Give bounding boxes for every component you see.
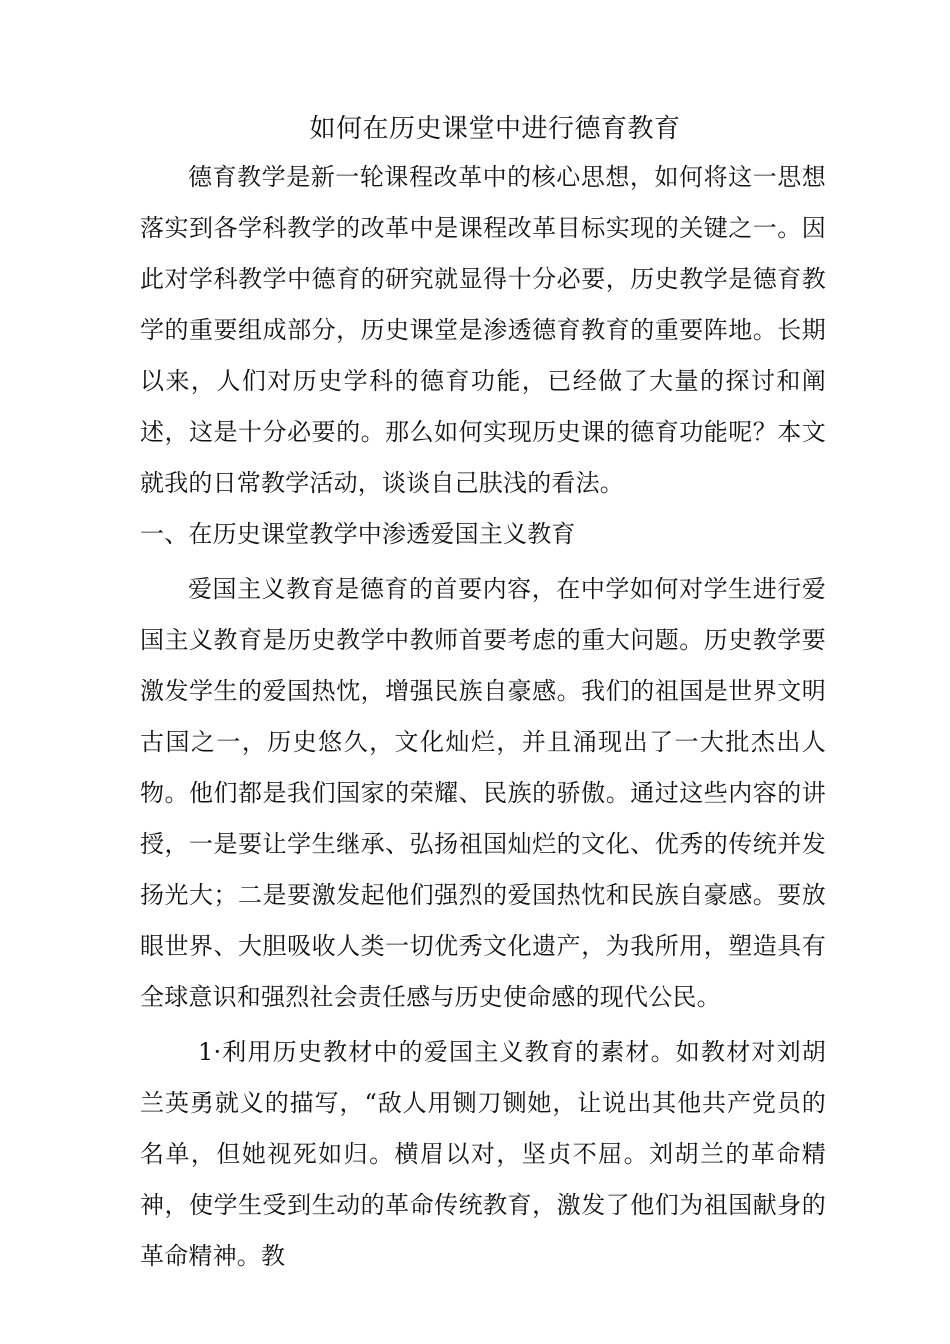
document-title: 如何在历史课堂中进行德育教育 (309, 114, 681, 144)
intro-paragraph: 德育教学是新一轮课程改革中的核心思想，如何将这一思想落实到各学科教学的改革中是课程改革目标实现的关键之一。因此对学科教学中德育的研究就显得十分必要，历史教学是德育教学的重要组成部分，历史课堂是渗透德育教育的重要阵地。长期以来，人们对历史学科的德育功能，已经做了大量的探讨和阐述，这是十分必要的。那么如何实现历史课的德育功能呢？本文就我的日常教学活动，谈谈自己肤浅的看法。 (140, 163, 826, 497)
point-1-paragraph: 1·利用历史教材中的爱国主义教育的素材。如教材对刘胡兰英勇就义的描写，“敌人用铡刀铡她，让说出其他共产党员的名单，但她视死如归。横眉以对，坚贞不屈。刘胡兰的革命精神，使学生受到生动的革命传统教育，激发了他们为祖国献身的革命精神。教 (140, 1038, 826, 1270)
section-1-heading: 一、在历史课堂教学中渗透爱国主义教育 (140, 520, 576, 548)
section-1-paragraph: 爱国主义教育是德育的首要内容，在中学如何对学生进行爱国主义教育是历史教学中教师首要考虑的重大问题。历史教学要激发学生的爱国热忱，增强民族自豪感。我们的祖国是世界文明古国之一，历史悠久，文化灿烂，并且涌现出了一大批杰出人物。他们都是我们国家的荣耀、民族的骄傲。通过这些内容的讲授，一是要让学生继承、弘扬祖国灿烂的文化、优秀的传统并发扬光大；二是要激发起他们强烈的爱国热忱和民族自豪感。要放眼世界、大胆吸收人类一切优秀文化遗产，为我所用，塑造具有全球意识和强烈社会责任感与历史使命感的现代公民。 (140, 575, 826, 1011)
